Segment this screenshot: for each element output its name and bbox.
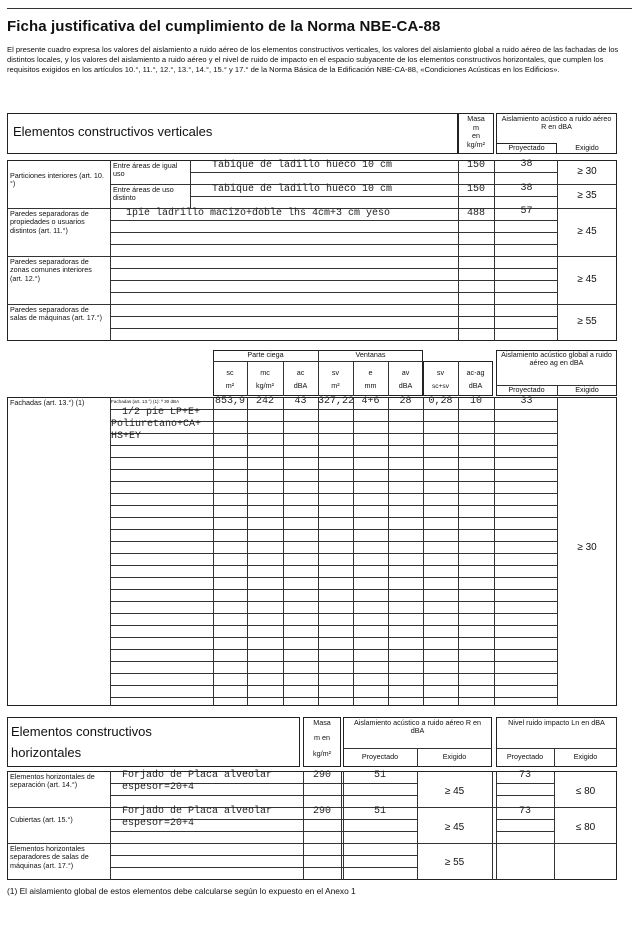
col-ratio: sv — [436, 368, 445, 377]
fachadas-grid-line — [110, 517, 557, 518]
fachadas-grid-line — [110, 553, 557, 554]
entre-distinto-label: Entre áreas de uso distinto — [113, 185, 174, 203]
fachadas-grid-line — [110, 661, 557, 662]
horizontal-exigido: Exigido — [442, 752, 467, 761]
fachadas-grid-line — [110, 433, 557, 434]
fachadas-small-note: Fachadas (art. 13.°) (1): ª 30 dBA — [111, 399, 180, 404]
cubiertas-ln-exigido: ≤ 80 — [575, 822, 596, 833]
fachadas-grid-line — [110, 445, 557, 446]
fachadas-grid-line — [110, 649, 557, 650]
entre-igual-label: Entre áreas de igual uso — [113, 161, 178, 179]
fachadas-grid-line — [110, 589, 557, 590]
vertical-aislamiento-header: Aislamiento acústico a ruido aéreo R en dBA — [501, 114, 612, 132]
horizontal-heading-2: horizontales — [11, 745, 82, 760]
col-e-unit: mm — [364, 381, 377, 390]
vertical-masa-header-2: m — [473, 123, 479, 132]
horizontal-aislamiento-header: Aislamiento acústico a ruido aéreo R en dBA — [353, 718, 482, 736]
col-av-unit: dBA — [398, 381, 413, 390]
separacion-desc-2: espesor=20+4 — [122, 782, 195, 793]
vertical-masa-header-3: en — [472, 131, 480, 140]
fachadas-av-value: 28 — [399, 396, 412, 407]
separacion-masa: 290 — [312, 770, 331, 781]
col-e: e — [368, 368, 373, 377]
fachadas-grid-line — [110, 505, 557, 506]
col-diff-unit: dBA — [468, 381, 483, 390]
row2-exigido: ≥ 35 — [577, 190, 597, 201]
fachadas-diff-value: 10 — [469, 396, 482, 407]
fachadas-e-value: 4+6 — [361, 396, 380, 407]
row1-masa: 150 — [466, 160, 485, 171]
cubiertas-desc-2: espesor=20+4 — [122, 818, 195, 829]
fachadas-label: Fachadas (art. 13.°) (1) — [10, 398, 85, 407]
vertical-heading: Elementos constructivos verticales — [13, 124, 213, 139]
col-sc-unit: m² — [225, 381, 235, 390]
separacion-ln-exigido: ≤ 80 — [575, 786, 596, 797]
horizontal-masa-header-1: Masa — [313, 718, 331, 727]
paredes-propiedades-description: 1pie ladrillo macizo+doble lhs 4cm+3 cm yeso — [126, 208, 391, 219]
fachadas-ratio-value: 0,28 — [428, 396, 453, 407]
horizontal-masa-header-3: kg/m² — [313, 749, 331, 758]
fachadas-grid-line — [110, 541, 557, 542]
fachadas-aislamiento-header: Aislamiento acústico global a ruido aéreo ag en dBA — [501, 350, 612, 368]
separacion-exigido: ≥ 45 — [444, 786, 465, 797]
fachadas-grid-line — [110, 529, 557, 530]
vertical-exigido: Exigido — [575, 143, 599, 152]
separacion-proyectado: 51 — [373, 770, 386, 781]
footnote: (1) El aislamiento global de estos elementos debe calcularse según lo expuesto en el Anexo 1 — [7, 886, 356, 896]
separacion-label: Elementos horizontales de separación (art. 14.°) — [10, 772, 95, 790]
fachadas-exigido: Exigido — [575, 385, 599, 394]
vertical-proyectado: Proyectado — [508, 143, 545, 152]
fachadas-proyectado: Proyectado — [508, 385, 545, 394]
fachadas-grid-line — [110, 457, 557, 458]
fachadas-grid-line — [110, 625, 557, 626]
paredes-maquinas-label: Paredes separadoras de salas de máquinas (art. 17.°) — [10, 305, 102, 323]
fachadas-sv-value: 327,22 — [318, 396, 355, 407]
fachadas-grid-line — [110, 637, 557, 638]
paredes-propiedades-masa: 488 — [466, 208, 485, 219]
horizontal-heading-1: Elementos constructivos — [11, 724, 152, 739]
fachadas-desc-3: HS+EY — [111, 431, 142, 442]
col-ac-unit: dBA — [293, 381, 308, 390]
row1-proyectado: 38 — [520, 159, 533, 170]
fachadas-grid-line — [110, 601, 557, 602]
fachadas-grid-line — [110, 685, 557, 686]
paredes-propiedades-proyectado: 57 — [520, 206, 533, 217]
fachadas-sc-value: 853,9 — [214, 396, 245, 407]
ventanas-header: Ventanas — [355, 350, 386, 359]
col-sc: sc — [226, 368, 234, 377]
cubiertas-desc-1: Forjado de Placa alveolar — [122, 806, 273, 817]
fachadas-ac-value: 43 — [294, 396, 307, 407]
top-rule — [7, 8, 632, 9]
maquinas-horizontal-label: Elementos horizontales separadores de salas de máquinas (art. 17.°) — [10, 844, 89, 870]
col-ac: ac — [296, 368, 305, 377]
row1-description: Tabique de ladillo hueco 10 cm — [212, 160, 393, 171]
separacion-desc-1: Forjado de Placa alveolar — [122, 770, 273, 781]
intro-paragraph: El presente cuadro expresa los valores del aislamiento a ruido aéreo de los elementos constructivos verticales, los valores del aislamiento global a ruido aéreo de las fachadas de los distintos locales, y los valores del aislamiento a ruido aéreo y el nivel de ruido de impacto en el espacio subyacente de los elementos constructivos horizontales, que cumplen los requisitos exigidos en los artículos 10.°, 11.°, 12.°, 13.°, 14.°, 15.° y 17.° de la Norma Básica de la Edificación NBE-CA-88, «Condiciones Acústicas en los Edificios». — [7, 45, 619, 75]
paredes-propiedades-exigido: ≥ 45 — [577, 226, 597, 237]
fachadas-grid-line — [110, 481, 557, 482]
cubiertas-proyectado: 51 — [373, 806, 386, 817]
fachadas-exigido-value: ≥ 30 — [577, 542, 597, 553]
horizontal-proyectado: Proyectado — [361, 752, 399, 761]
parte-ciega-header: Parte ciega — [247, 350, 284, 359]
horizontal-ln-proyectado: Proyectado — [506, 752, 544, 761]
fachadas-grid-line — [110, 469, 557, 470]
col-ratio-unit: sc+sv — [431, 383, 450, 390]
fachadas-grid-line — [110, 673, 557, 674]
row2-description: Tabique de ladillo hueco 10 cm — [212, 184, 393, 195]
particiones-label: Particiones interiores (art. 10.°) — [10, 171, 104, 189]
row1-exigido: ≥ 30 — [577, 166, 597, 177]
fachadas-grid-line — [110, 697, 557, 698]
paredes-comunes-exigido: ≥ 45 — [577, 274, 597, 285]
cubiertas-ln-proyectado: 73 — [518, 806, 531, 817]
maquinas-horizontal-exigido: ≥ 55 — [444, 857, 465, 868]
col-sv: sv — [331, 368, 340, 377]
horizontal-masa-header-2: m en — [314, 733, 330, 742]
fachadas-desc-2: Poliuretano+CA+ — [111, 419, 202, 430]
horizontal-ln-exigido: Exigido — [573, 752, 598, 761]
col-av: av — [401, 368, 410, 377]
cubiertas-masa: 290 — [312, 806, 331, 817]
cubiertas-label: Cubiertas (art. 15.°) — [10, 815, 73, 824]
col-mc-unit: kg/m² — [256, 381, 274, 390]
row2-proyectado: 38 — [520, 183, 533, 194]
fachadas-grid-line — [110, 613, 557, 614]
paredes-propiedades-label: Paredes separadoras de propiedades o usuarios distintos (art. 11.°) — [10, 209, 89, 235]
col-mc: mc — [260, 368, 270, 377]
separacion-ln-proyectado: 73 — [518, 770, 531, 781]
fachadas-grid-line — [110, 565, 557, 566]
vertical-masa-header-1: Masa — [467, 114, 485, 123]
vertical-masa-header-4: kg/m² — [467, 140, 485, 149]
row2-masa: 150 — [466, 184, 485, 195]
fachadas-body-box — [7, 397, 617, 706]
paredes-maquinas-exigido: ≥ 55 — [577, 316, 597, 327]
col-diff: ac-ag — [466, 368, 485, 377]
fachadas-grid-line — [110, 493, 557, 494]
fachadas-desc-1: 1/2 pie LP+E+ — [122, 407, 201, 418]
paredes-comunes-label: Paredes separadoras de zonas comunes interiores (art. 12.°) — [10, 257, 92, 283]
col-sv-unit: m² — [331, 381, 340, 390]
horizontal-impacto-header: Nivel ruido impacto Ln en dBA — [508, 718, 605, 727]
cubiertas-exigido: ≥ 45 — [444, 822, 465, 833]
fachadas-proyectado-value: 33 — [520, 396, 533, 407]
fachadas-grid-line — [110, 577, 557, 578]
fachadas-mc-value: 242 — [255, 396, 274, 407]
page-title: Ficha justificativa del cumplimiento de la Norma NBE-CA-88 — [7, 18, 441, 35]
